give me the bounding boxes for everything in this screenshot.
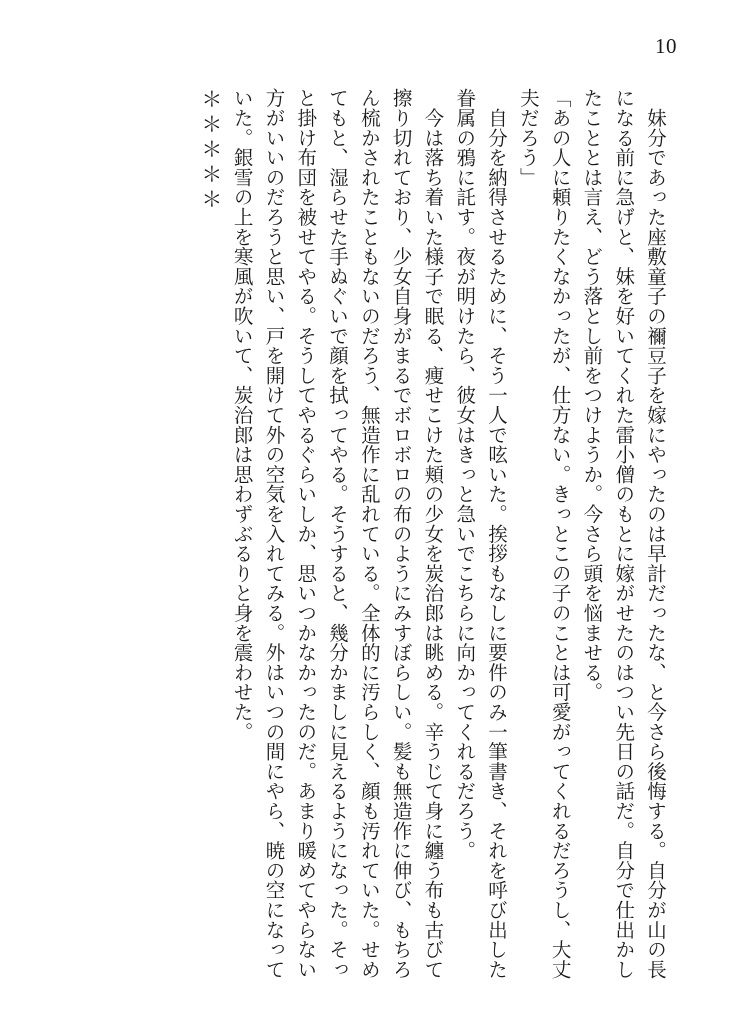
text-line: いた。銀雪の上を寒風が吹いて、炭治郎は思わずぶるりと身を震わせた。 <box>230 88 254 742</box>
text-line: ん梳かされたこともないのだろう、無造作に乱れている。全体的に汚らしく、顔も汚れていた。せめ <box>357 88 381 979</box>
text-line: 「あの人に頼りたくなかったが、仕方ない。きっとこの子のことは可愛がってくれるだろうし、大丈 <box>548 88 572 979</box>
text-line: たこととは言え、どう落とし前をつけようか。今さら頭を悩ませる。 <box>580 88 604 702</box>
text-line: 自分を納得させるために、そう一人で呟いた。挨拶もなしに要件のみ一筆書き、それを呼び出した <box>485 88 509 979</box>
text-line: 今は落ち着いた様子で眠る、痩せこけた頬の少女を炭治郎は眺める。辛うじて身に纏う布も古びて <box>421 88 445 979</box>
main-text-block <box>194 88 671 979</box>
text-line: 夫だろう」 <box>516 88 540 187</box>
scene-separator: ＊＊＊＊＊ <box>198 88 223 213</box>
text-line: 擦り切れており、少女自身がまるでボロボロの布のようにみすぼらしい。髪も無造作に伸び、もちろ <box>389 88 413 979</box>
page-number: 10 <box>655 34 677 58</box>
text-line: 妹分であった座敷童子の禰豆子を嫁にやったのは早計だったな、と今さら後悔する。自分が山の長 <box>644 88 667 979</box>
text-line: 方がいいのだろうと思い、戸を開けて外の空気を入れてみる。外はいつの間にやら、暁の空になって <box>262 88 286 979</box>
text-line: と掛け布団を被せてやる。そうしてやるぐらいしか、思いつかなかったのだ。あまり暖めてやらない <box>294 88 318 979</box>
text-line: になる前に急げと、妹を好いてくれた雷小僧のもとに嫁がせたのはつい先日の話だ。自分で仕出かし <box>612 88 636 979</box>
text-line: 眷属の鴉に託す。夜が明けたら、彼女はきっと急いでこちらに向かってくれるだろう。 <box>453 88 477 861</box>
text-line: てもと、湿らせた手ぬぐいで顔を拭ってやる。そうすると、幾分かましに見えるようになった。そっ <box>326 88 350 979</box>
